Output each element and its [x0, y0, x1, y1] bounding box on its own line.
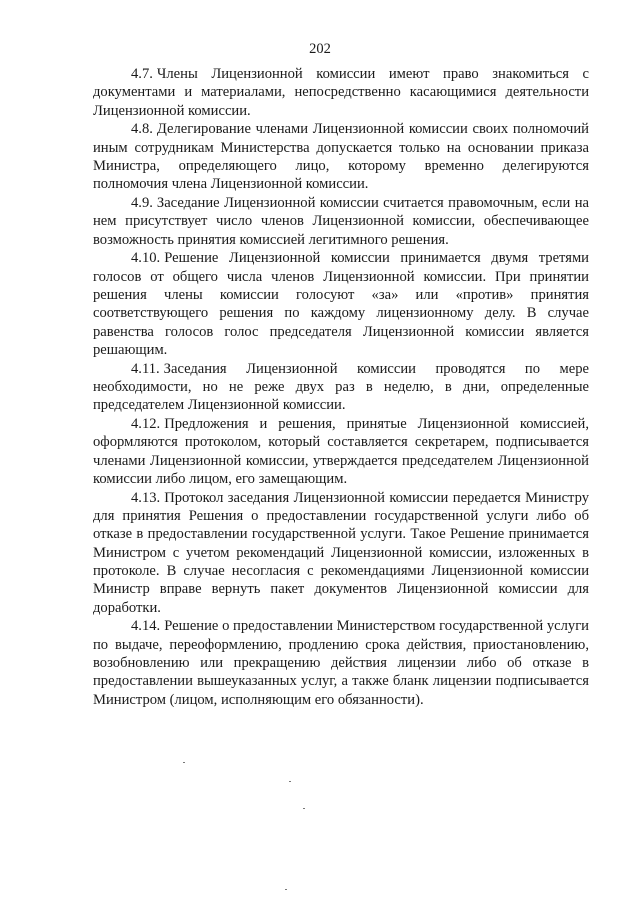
paragraph-text: Заседание Лицензионной комиссии считается правомочным, если на нем присутствует число членов Лицензионной комиссии, обеспечивающее возможность принятия комиссией легитимного решения. [93, 195, 589, 248]
paragraph-text: Решение Лицензионной комиссии принимается двумя третями голосов от общего числа членов Лицензионной комиссии. При принятии решения члены комиссии голосуют «за» или «против» принятия соответствующего решения по каждому лицензионному делу. В случае равенства голосов голос председателя Лицензионной комиссии является решающим. [93, 250, 589, 358]
paragraph-number: 4.10. [131, 250, 161, 267]
paragraph-number: 4.12. [131, 416, 161, 433]
paragraph-4-10 [93, 249, 589, 359]
scan-speck [285, 889, 287, 890]
paragraph-text: Решение о предоставлении Министерством государственной услуги по выдаче, переоформлению, продлению срока действия, приостановлению, возобновлению или прекращению действия лицензии либо об отказе в предоставлении вышеуказанных услуг, а также бланк лицензии подписывается Министром (лицом, исполняющим его обязанности). [93, 618, 589, 708]
paragraph-text: Предложения и решения, принятые Лицензионной комиссией, оформляются протоколом, который составляется секретарем, подписывается членами Лицензионной комиссии, утверждается председателем Лицензионной комиссии либо лицом, его замещающим. [93, 416, 589, 488]
paragraph-number: 4.14. [131, 618, 161, 635]
paragraph-4-14 [93, 617, 589, 708]
paragraph-number: 4.13. [131, 489, 161, 506]
paragraph-number: 4.7. [131, 66, 153, 82]
paragraph-4-12 [93, 415, 589, 488]
paragraph-text: Протокол заседания Лицензионной комиссии передается Министру для принятия Решения о предоставлении государственной услуги либо об отказе в предоставлении государственной услуги. Такое Решение принимается Министром с учетом рекомендаций Лицензионной комиссии, изложенных в протоколе. В случае несогласия с рекомендациями Лицензионной комиссии Министр вправе вернуть пакет документов Лицензионной комиссии для доработки. [93, 489, 589, 616]
paragraph-4-9 [93, 194, 589, 249]
paragraph-4-8 [93, 120, 589, 193]
paragraph-4-11 [93, 360, 589, 415]
paragraph-4-13 [93, 489, 589, 617]
scan-speck [303, 808, 305, 809]
paragraph-text: Члены Лицензионной комиссии имеют право знакомиться с документами и материалами, непосредственно касающимися деятельности Лицензионной комиссии. [93, 66, 589, 119]
paragraph-number: 4.11. [131, 360, 160, 377]
paragraph-4-7 [93, 65, 589, 120]
paragraph-number: 4.9. [131, 195, 153, 212]
page-number: 202 [309, 41, 331, 57]
paragraph-number: 4.8. [131, 121, 153, 138]
scan-speck [289, 781, 291, 782]
paragraph-text: Заседания Лицензионной комиссии проводятся по мере необходимости, но не реже двух раз в неделю, в дни, определенные председателем Лицензионной комиссии. [93, 360, 589, 414]
paragraph-text: Делегирование членами Лицензионной комиссии своих полномочий иным сотрудникам Министерства допускается только на основании приказа Министра, определяющего лицо, которому временно делегируются полномочия члена Лицензионной комиссии. [93, 121, 589, 193]
document-body [93, 65, 589, 709]
scan-speck [183, 762, 185, 763]
